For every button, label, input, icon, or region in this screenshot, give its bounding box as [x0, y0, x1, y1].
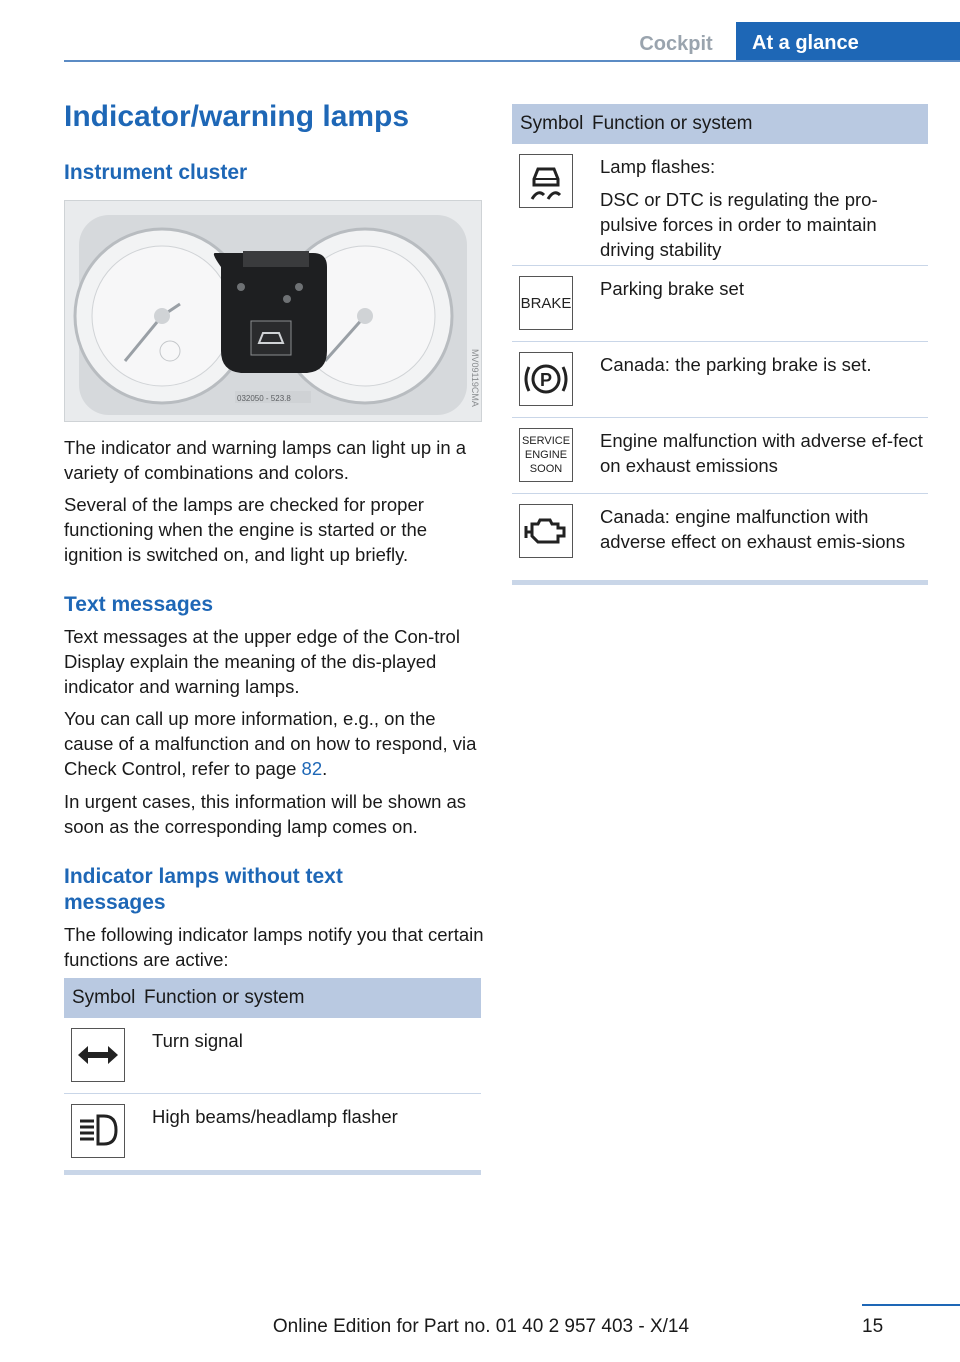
row-text: Canada: the parking brake is set. [600, 354, 872, 375]
brake-text-icon [519, 276, 573, 330]
odometer-readout: 032050 - 523.8 [237, 394, 291, 403]
row-text: Engine malfunction with adverse ef-fect on exhaust emissions [600, 430, 923, 476]
row-text: Turn signal [152, 1030, 243, 1051]
table-row [512, 418, 928, 494]
text-messages-p2-end: . [322, 758, 328, 779]
text-messages-heading: Text messages [64, 593, 214, 616]
soon-label: SOON [529, 463, 563, 475]
row-text: Canada: engine malfunction with adverse effect on exhaust emis-sions [600, 506, 906, 552]
page-title: Indicator/warning lamps [64, 100, 410, 133]
row-text: Parking brake set [600, 278, 744, 299]
table-row [64, 1018, 481, 1094]
engine-icon [519, 504, 573, 558]
high-beam-icon [71, 1104, 125, 1158]
column-function: Function or system [144, 987, 305, 1008]
text-messages-paragraph-2 [64, 706, 484, 781]
footer-rule [862, 1304, 960, 1306]
column-symbol: Symbol [72, 987, 136, 1008]
table-row [512, 494, 928, 580]
table-end-rule [64, 1170, 481, 1175]
header-rule [64, 60, 960, 62]
text-messages-paragraph-1: Text messages at the upper edge of the Con-trol Display explain the meaning of the dis-played indicator and warning lamps. [64, 626, 460, 697]
page-number: 15 [862, 1316, 884, 1337]
row-text-line-2: DSC or DTC is regulating the pro-pulsive forces in order to maintain driving stability [600, 189, 878, 260]
parking-brake-icon [519, 352, 573, 406]
image-code: MV09119CMA [470, 349, 480, 407]
table-row [64, 1094, 481, 1170]
table-row [512, 144, 928, 266]
indicator-table-header [64, 978, 481, 1018]
table-end-rule [512, 580, 928, 585]
service-label: SERVICE [521, 435, 571, 447]
page-82-link[interactable]: 82 [301, 758, 323, 779]
text-messages-p2-text: You can call up more information, e.g., on the cause of a malfunction and on how to respond, via Check Control, refer to page [64, 708, 477, 779]
instrument-cluster-image [64, 200, 482, 422]
row-text: High beams/headlamp flasher [152, 1106, 398, 1127]
engine-label: ENGINE [524, 449, 568, 461]
intro-paragraph-2: Several of the lamps are checked for proper functioning when the engine is started or the ignition is switched on, and light up briefly. [64, 494, 428, 565]
service-engine-soon-icon [519, 428, 573, 482]
instrument-cluster-heading: Instrument cluster [64, 161, 248, 184]
text-messages-paragraph-3: In urgent cases, this information will be shown as soon as the corresponding lamp comes on. [64, 791, 467, 837]
dsc-skid-icon [519, 154, 573, 208]
indicator-table [64, 978, 481, 1175]
header-chapter-tab: At a glance [736, 22, 960, 62]
turn-signal-icon [71, 1028, 125, 1082]
brake-icon-label: BRAKE [520, 294, 572, 312]
svg-text:P: P [539, 370, 553, 390]
warning-table [512, 104, 928, 585]
table-row [512, 266, 928, 342]
indicator-lamps-heading: Indicator lamps without text messages [64, 865, 343, 914]
table-row [512, 342, 928, 418]
instrument-cluster-illustration [65, 201, 481, 421]
intro-paragraph-1: The indicator and warning lamps can light up in a variety of combinations and colors. [64, 437, 467, 483]
column-symbol: Symbol [520, 113, 584, 134]
footer-edition: Online Edition for Part no. 01 40 2 957 403 - X/14 [272, 1316, 690, 1337]
header-section-label: Cockpit [639, 33, 713, 55]
warning-table-header [512, 104, 928, 144]
column-function: Function or system [592, 113, 753, 134]
row-text-line-1: Lamp flashes: [600, 156, 716, 177]
indicator-lamps-intro: The following indicator lamps notify you that certain functions are active: [64, 924, 484, 970]
